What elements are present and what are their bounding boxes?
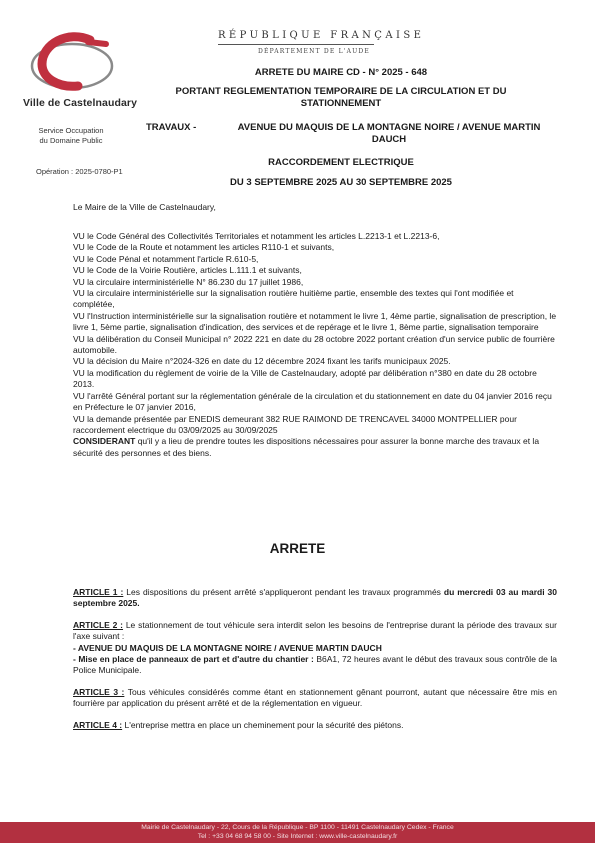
footer [0,822,595,843]
vu-item: VU le Code Général des Collectivités Territoriales et notamment les articles L.2213-1 et L.2213-6, [73,231,440,241]
vu-item: VU le Code de la Route et notamment les articles R110-1 et suivants, [73,242,335,253]
article-3-text: Tous véhicules considérés comme étant en stationnement gênant pourront, autant que nécessaire être mis en fourrière par application du présent arrêté et de la réglementation en vigueur. [73,686,557,709]
vu-item: VU le Code Pénal et notamment l'article R.610-5, [73,253,259,264]
footer-address: Mairie de Castelnaudary - 22, Cours de la République - BP 1100 - 11491 Castelnaudary Cedex - France [141,824,454,831]
date-range: DU 3 SEPTEMBRE 2025 AU 30 SEPTEMBRE 2025 [230,177,452,188]
operation-number: Opération : 2025-0780-P1 [36,167,123,176]
arrete-number: ARRETE DU MAIRE CD - N° 2025 - 648 [254,67,428,78]
intro: Le Maire de la Ville de Castelnaudary, [73,202,216,212]
footer-contact: Tel : +33 04 68 94 58 00 - Site Internet : www.ville-castelnaudary.fr [197,833,398,840]
article-3-label: ARTICLE 3 : [73,686,125,697]
travaux-location [146,122,586,145]
article-2-axis: - AVENUE DU MAQUIS DE LA MONTAGNE NOIRE / AVENUE MARTIN DAUCH [73,642,382,653]
department-heading: DÉPARTEMENT DE L'AUDE [258,48,370,55]
castelnaudary-logo-icon [28,30,116,94]
article-4 [73,720,557,731]
subject: RACCORDEMENT ELECTRIQUE [268,157,414,168]
vu-item: VU la circulaire interministérielle sur la signalisation routière huitième partie, ensemble des textes qui l'ont modifiée et complétée, [73,288,514,310]
article-2-panels-text: B6A1, 72 heures avant le début des travaux sous contrôle de la Police Municipale. [73,654,558,676]
article-3 [73,687,557,710]
vu-item: VU l'Instruction interministérielle sur la signalisation routière et notamment le livre 1, 4ème partie, signalisation de prescription, le livre 1, 5ème partie, signalisation d'indication, des services et de repérage et le livre 1, 8ème partie, signalisation temporaire [73,310,557,333]
articles [73,587,557,741]
vu-list [73,231,557,459]
location-line-2: DAUCH [371,134,407,145]
title-line-1: PORTANT REGLEMENTATION TEMPORAIRE DE LA CIRCULATION ET DU [175,86,507,97]
location-line-1: AVENUE DU MAQUIS DE LA MONTAGNE NOIRE / AVENUE MARTIN [237,122,541,133]
considerant-text: qu'il y a lieu de prendre toutes les dispositions nécessaires pour assurer la bonne marche des travaux et la sécurité des personnes et des biens. [73,436,540,458]
article-2-text: Le stationnement de tout véhicule sera interdit selon les besoins de l'entreprise durant la période des travaux sur l'axe suivant : [73,619,557,642]
vu-item: VU la délibération du Conseil Municipal n° 2022 221 en date du 28 octobre 2022 portant création d'un service public de fourrière automobile. [73,333,555,356]
vu-item: VU l'arrêté Général portant sur la réglementation générale de la circulation et du stationnement en date du 04 janvier 2016 reçu en Préfecture le 07 janvier 2016, [73,390,552,413]
republic-divider [218,44,374,45]
vu-item: VU la demande présentée par ENEDIS demeurant 382 RUE RAIMOND DE TRENCAVEL 34000 MONTPELLIER pour raccordement electrique du 03/09/2025 au 30/09/2025 [73,413,517,435]
article-2-label: ARTICLE 2 : [73,619,124,630]
considerant [73,436,557,459]
arrete-title [146,86,536,110]
travaux-label: TRAVAUX - [146,122,197,133]
article-4-text: L'entreprise mettra en place un cheminement pour la sécurité des piétons. [122,719,404,730]
city-name: Ville de Castelnaudary [23,97,138,109]
city-logo [22,30,142,94]
article-1 [73,587,557,610]
vu-item: VU la circulaire interministérielle N° 86.230 du 17 juillet 1986, [73,276,304,287]
article-2 [73,620,557,677]
considerant-label: CONSIDERANT [73,436,136,447]
article-1-dates: du mercredi 03 au mardi 30 septembre 2025. [73,587,557,609]
article-1-label: ARTICLE 1 : [73,587,124,597]
location-text [214,122,564,146]
title-line-2: STATIONNEMENT [300,98,382,109]
service-name: Service Occupation du Domaine Public [38,126,104,145]
republic-heading: RÉPUBLIQUE FRANÇAISE [218,30,425,41]
arrete-heading: ARRETE [269,541,326,556]
vu-item: VU la modification du règlement de voirie de la Ville de Castelnaudary, adopté par délibération n°380 en date du 28 octobre 2013. [73,367,537,390]
vu-item: VU le Code de la Voirie Routière, articles L.111.1 et suivants, [73,265,302,276]
vu-item: VU la décision du Maire n°2024-326 en date du 12 décembre 2024 fixant les tarifs municipaux 2025. [73,356,451,367]
article-1-text: Les dispositions du présent arrêté s'appliqueront pendant les travaux programmés [123,587,444,597]
article-4-label: ARTICLE 4 : [73,719,123,730]
article-2-panels-label: - Mise en place de panneaux de part et d'autre du chantier : [73,654,314,665]
